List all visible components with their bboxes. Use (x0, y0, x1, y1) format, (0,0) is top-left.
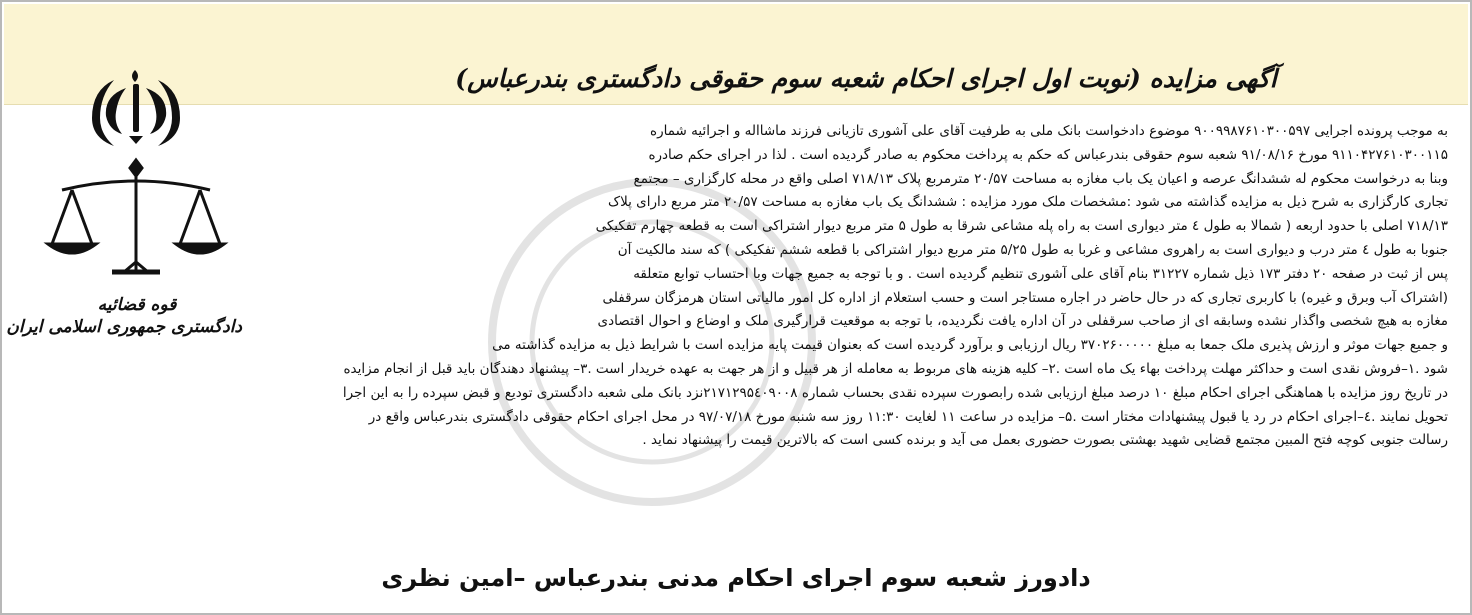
notice-title: آگهی مزایده (نوبت اول اجرای احکام شعبه سوم حقوقی دادگستری بندرعباس) (455, 64, 1277, 93)
notice-body (6, 120, 1448, 453)
body-line: تحویل نمایند .٤–اجرای احکام در رد یا قبول پیشنهادات مختار است .۵– مزایده در ساعت ۱۱ لغایت ۱۱:۳۰ روز سه شنبه مورخ ۹۷/۰۷/۱۸ در محل اجرای احکام حقوقی دادگستری بندرعباس واقع در (368, 408, 1448, 425)
judiciary-name-line2: دادگستری جمهوری اسلامی ایران (6, 317, 242, 337)
body-line: شود .۱–فروش نقدی است و حداکثر مهلت پرداخت بهاء یک ماه است .۲– کلیه هزینه های مربوط به معامله از هر قبیل و از هر جهت به عهده خریدار است .۳– پیشنهاد دهندگان باید قبل از انجام مزایده (343, 360, 1448, 377)
body-line: (اشتراک آب وبرق و غیره) با کاربری تجاری که در حال حاضر در اجاره مستاجر است و حسب استعلام از اداره کل امور مالیاتی استان هرمزگان سرقفلی (602, 289, 1448, 306)
body-line: تجاری کارگزاری به شرح ذیل به مزایده گذاشته می شود :مشخصات ملک مورد مزایده : ششدانگ یک باب مغازه به مساحت ۲۰/۵۷ متر مربع دارای پلاک (607, 194, 1448, 211)
body-line: در تاریخ روز مزایده با هماهنگی اجرای احکام مبلغ ۱۰ درصد مبلغ ارزیابی شده رابصورت سپرده نقدی بحساب شماره ۲۱۷۱۲۹۵٤۰۹۰۰۸نزد بانک ملی شعبه دادگستری تودیع و قبض سپرده را به این اجرا (342, 384, 1448, 401)
judiciary-name-line1: قوه قضائیه (97, 295, 177, 315)
notice-signature: دادورز شعبه سوم اجرای احکام مدنی بندرعباس –امین نظری (381, 564, 1091, 592)
body-line: ۷۱۸/۱۳ اصلی با حدود اربعه ( شمالا به طول ٤ متر دیواری است به راه پله مشاعی شرقا به طول ۵ متر مربع دیوار اشتراکی است به قطعه چهارم تفکیکی (595, 218, 1448, 235)
body-line: جنوبا به طول ٤ متر درب و دیواری است به راهروی مشاعی و غربا به طول ۵/۲۵ متر مربع دیوار اشتراکی با قطعه ششم تفکیکی ) که سند مالکیت آن (617, 241, 1448, 258)
body-line: به موجب پرونده اجرایی ۹۰۰۹۹۸۷۶۱۰۳۰۰۵۹۷ موضوع دادخواست بانک ملی به طرفیت آقای علی آشوری تازیانی فرزند ماشااله و اجرائیه شماره (650, 123, 1448, 139)
body-line: وبنا به درخواست محکوم له ششدانگ عرصه و اعیان یک باب مغازه به مساحت ۲۰/۵۷ مترمربع پلاک ۷۱۸/۱۳ اصلی واقع در محله کارگزاری – مجتمع (633, 170, 1448, 187)
body-line: ۹۱۱۰۴۲۷۶۱۰۳۰۰۱۱۵ مورخ ۹۱/۰۸/۱۶ شعبه سوم حقوقی بندرعباس که حکم به پرداخت محکوم به صادر گردیده است . لذا در اجرای حکم صادره (648, 146, 1448, 163)
body-line: پس از ثبت در صفحه ۲۰ دفتر ۱۷۳ ذیل شماره ۳۱۲۲۷ بنام آقای علی آشوری تنظیم گردیده است . و با توجه به جمیع جهات وبا احتساب توابع متعلقه (633, 265, 1448, 282)
body-line: مغازه به هیچ شخصی واگذار نشده وسابقه ای از صاحب سرقفلی در آن اداره یافت نگردیده، با توجه به موقعیت قرارگیری ملک و اوضاع و احوال اقتصادی (597, 313, 1448, 330)
body-line: رسالت جنوبی کوچه فتح المبین مجتمع قضایی شهید بهشتی بصورت حضوری بعمل می آید و برنده کسی است که بالاترین قیمت را پیشنهاد نماید . (642, 432, 1448, 449)
body-line: و جمیع جهات موثر و ارزش پذیری ملک جمعا به مبلغ ۳۷۰۲۶۰۰۰۰۰ ریال ارزیابی و برآورد گردیده است که بعنوان قیمت پایه مزایده است با شرایط ذیل به مزایده گذاشته می (492, 337, 1448, 354)
